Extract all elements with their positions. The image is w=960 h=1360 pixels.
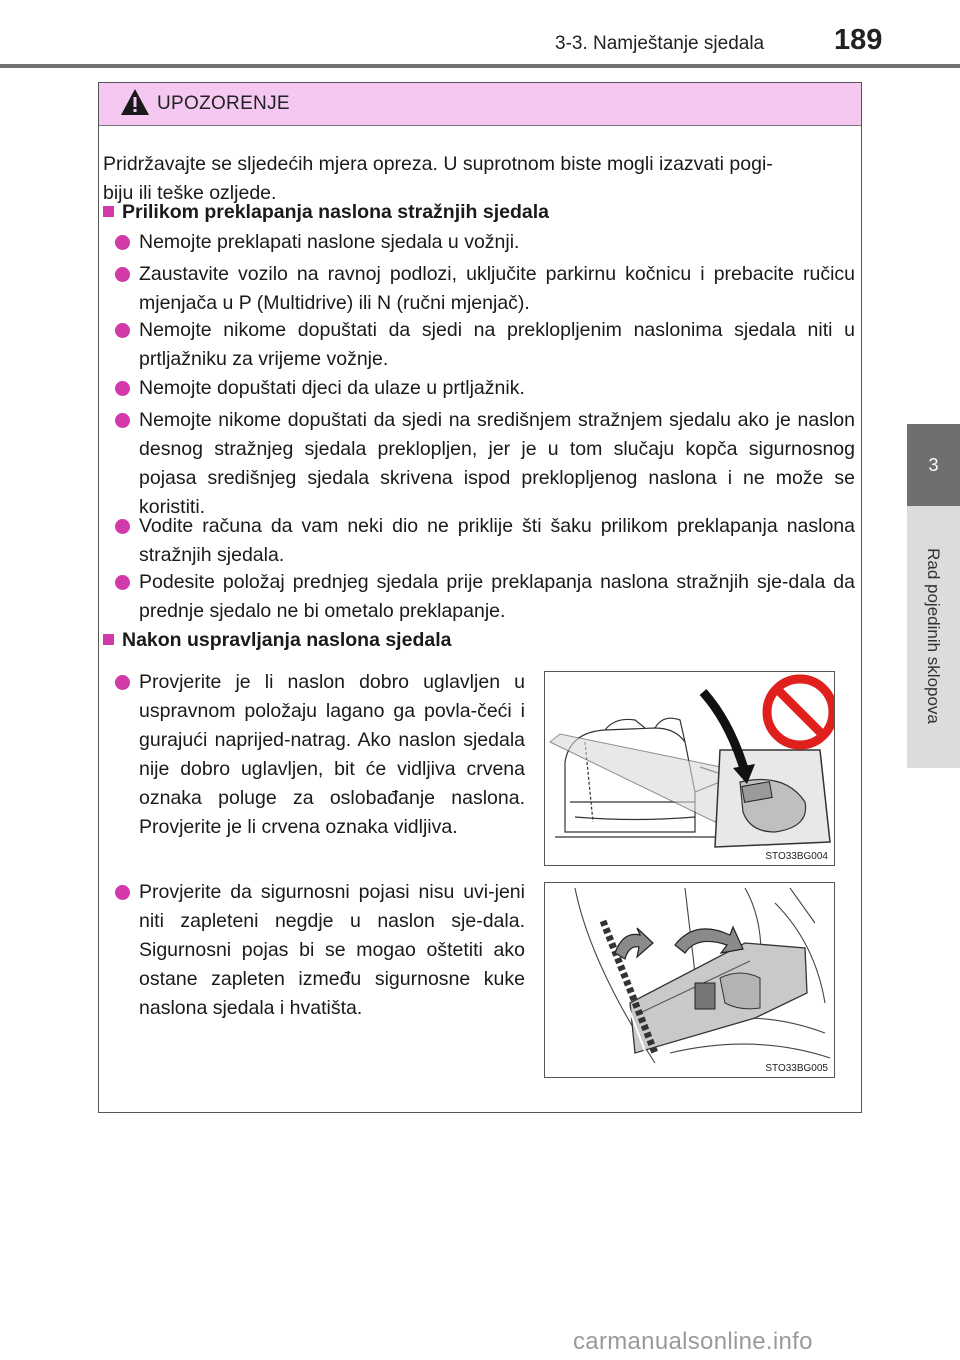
bullet-dot-icon — [115, 381, 130, 396]
bullet-dot-icon — [115, 519, 130, 534]
list-item: Provjerite je li naslon dobro uglavljen u uspravnom položaju lagano ga povla-čeći i gurajući naprijed-natrag. Ako naslon sjedala nije dobro uglavljen, bit će vidljiva crvena oznaka poluge za oslobađanje naslona. Provjerite je li crvena oznaka vidljiva. — [115, 668, 525, 842]
page-number: 189 — [834, 24, 883, 56]
chapter-title: Rad pojedinih sklopova — [924, 548, 943, 724]
bullet-dot-icon — [115, 575, 130, 590]
list-item: Vodite računa da vam neki dio ne priklije šti šaku prilikom preklapanja naslona stražnjih sjedala. — [115, 512, 855, 570]
warning-intro: Pridržavajte se sljedećih mjera opreza. U suprotnom biste mogli izazvati pogi- biju ili teške ozljede. — [103, 153, 773, 204]
seat-belt-illustration — [545, 883, 835, 1078]
figure-code: STO33BG005 — [765, 1063, 828, 1074]
list-item: Nemojte nikome dopuštati da sjedi na središnjem stražnjem sjedalu ako je naslon desnog stražnjeg sjedala preklopljen, jer je u tom slučaju kopča sigurnosnog pojasa središnjeg sjedala skrivena ispod preklopljenog naslona i ne može se koristiti. — [115, 406, 855, 522]
chapter-number: 3 — [928, 454, 939, 475]
list-item: Nemojte preklapati naslone sjedala u vožnji. — [115, 228, 855, 257]
seat-lever-figure — [544, 671, 835, 866]
bullet-dot-icon — [115, 675, 130, 690]
prohibition-icon — [767, 679, 833, 745]
warning-header — [99, 83, 861, 126]
section-heading: Nakon uspravljanja naslona sjedala — [103, 626, 451, 655]
watermark: carmanualsonline.info — [573, 1328, 813, 1355]
bullet-dot-icon — [115, 413, 130, 428]
warning-title: UPOZORENJE — [157, 93, 290, 114]
chapter-tab — [907, 424, 960, 506]
square-bullet-icon — [103, 634, 114, 645]
section-heading: Prilikom preklapanja naslona stražnjih sjedala — [103, 198, 549, 227]
list-item: Zaustavite vozilo na ravnoj podlozi, uključite parkirnu kočnicu i prebacite ručicu mjenjača u P (Multidrive) ili N (ručni mjenjač). — [115, 260, 855, 318]
bullet-dot-icon — [115, 323, 130, 338]
seat-belt-figure — [544, 882, 835, 1078]
bullet-dot-icon — [115, 235, 130, 250]
bullet-dot-icon — [115, 885, 130, 900]
warning-triangle-icon — [119, 87, 151, 117]
rear-seat-illustration — [545, 672, 835, 866]
square-bullet-icon — [103, 206, 114, 217]
list-item: Podesite položaj prednjeg sjedala prije preklapanja naslona stražnjih sje-dala da prednje sjedalo ne bi ometalo preklapanje. — [115, 568, 855, 626]
section-title: 3-3. Namještanje sjedala — [555, 33, 765, 54]
header-divider — [0, 64, 960, 68]
figure-code: STO33BG004 — [765, 851, 828, 862]
list-item: Provjerite da sigurnosni pojasi nisu uvi-jeni niti zapleteni negdje u naslon sje-dala. Sigurnosni pojas bi se mogao oštetiti ako ostane zapleten između sigurnosne kuke naslona sjedala i hvatišta. — [115, 878, 525, 1023]
list-item: Nemojte nikome dopuštati da sjedi na preklopljenim naslonima sjedala niti u prtljažniku za vrijeme vožnje. — [115, 316, 855, 374]
bullet-dot-icon — [115, 267, 130, 282]
list-item: Nemojte dopuštati djeci da ulaze u prtljažnik. — [115, 374, 855, 403]
